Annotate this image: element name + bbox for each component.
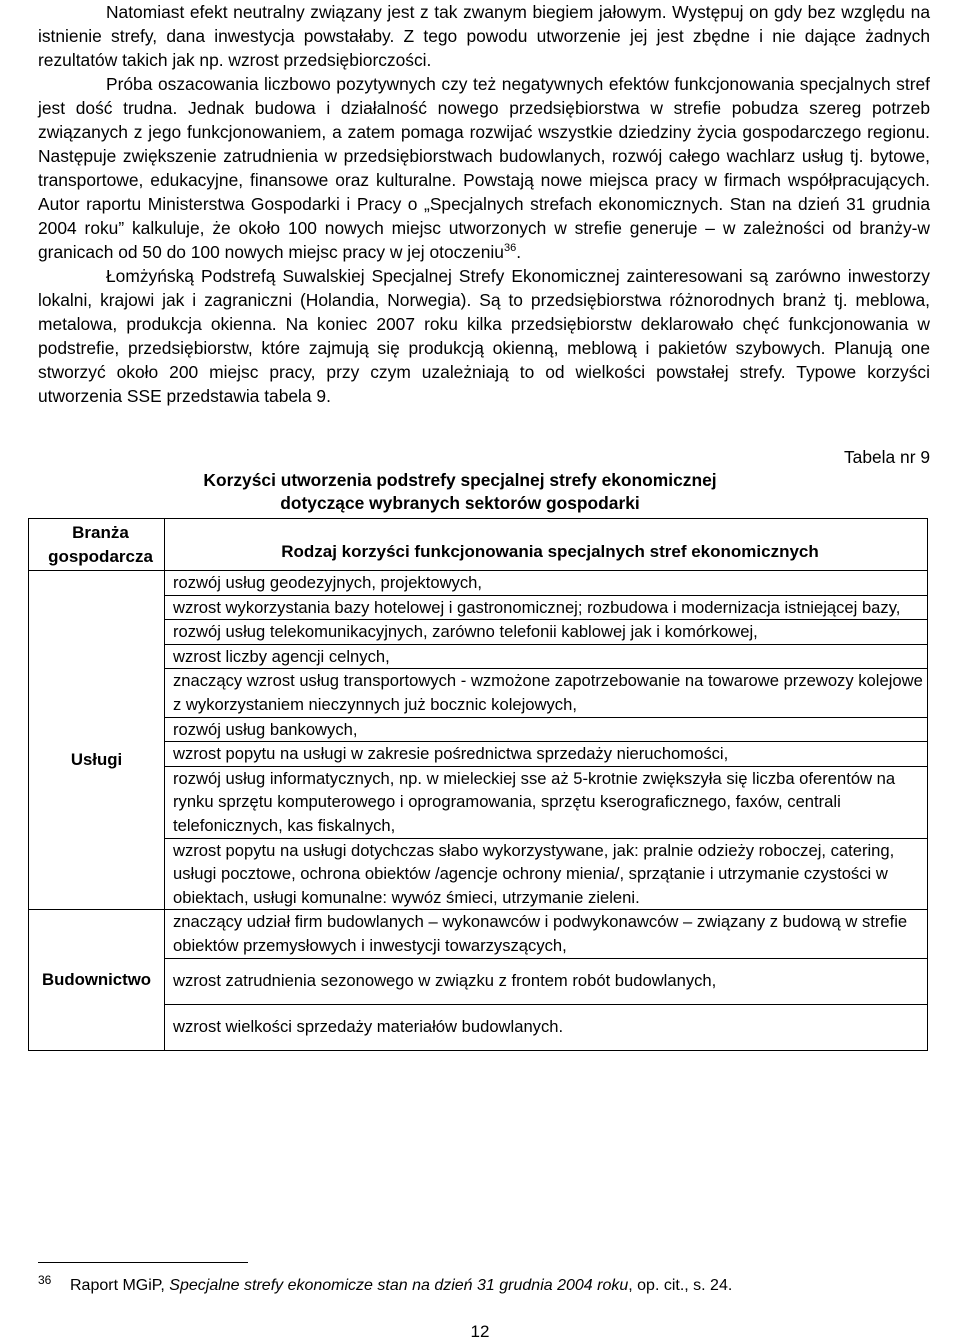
table-header-row [29, 519, 928, 571]
header-branch: Branża gospodarcza [29, 519, 165, 571]
benefit-cell: wzrost liczby agencji celnych, [165, 644, 928, 669]
footnote-prefix: Raport MGiP, [70, 1277, 170, 1294]
benefit-cell: rozwój usług bankowych, [165, 717, 928, 742]
table-row [29, 910, 928, 958]
footnote-ref[interactable]: 36 [503, 242, 517, 255]
paragraph-2-text: Próba oszacowania liczbowo pozytywnych czy też negatywnych efektów funkcjonowania specjalnych stref jest dość trudna. Jednak budowa i działalność nowego przedsiębiorstwa w strefie pobudza szereg potrzeb związanych z jego funkcjonowaniem, a zatem pomaga rozwijać wszystkie dziedziny życia gospodarczego regionu. Następuje zwiększenie zatrudnienia w przedsiębiorstwach budowlanych, rozwój całego wachlarz usług tj. bytowe, transportowe, edukacyjne, finansowe oraz kulturalne. Powstają nowe miejsca pracy w firmach współpracujących. Autor raportu Ministerstwa Gospodarki i Pracy o „Specjalnych strefach ekonomicznych. Stan na dzień 31 grudnia 2004 roku” kalkuluje, że około 100 nowych miejsc utworzonych w strefie generuje – w zależności od branży-w granicach od 50 do 100 nowych miejsc pracy w jej otoczeniu [38, 74, 930, 262]
table-title-line-2: dotyczące wybranych sektorów gospodarki [280, 493, 640, 513]
benefit-cell: znaczący udział firm budowlanych – wykonawców i podwykonawców – związany z budową w strefie obiektów przemysłowych i inwestycji towarzyszących, [165, 910, 928, 958]
paragraph-1: Natomiast efekt neutralny związany jest z tak zwanym biegiem jałowym. Występuj on gdy bez względu na istnienie strefy, dana inwestycja powstałaby. Z tego powodu utworzenie jej jest zbędne i nie dające żadnych rezultatów takich jak np. wzrost przedsiębiorczości. [38, 2, 930, 70]
header-benefit: Rodzaj korzyści funkcjonowania specjalnych stref ekonomicznych [165, 519, 928, 571]
benefits-table [28, 518, 928, 1051]
benefit-cell: rozwój usług telekomunikacyjnych, zarówno telefonii kablowej jak i komórkowej, [165, 620, 928, 645]
paragraph-2 [38, 72, 930, 264]
benefit-cell: wzrost wielkości sprzedaży materiałów budowlanych. [165, 1004, 928, 1050]
table-title [160, 469, 760, 515]
benefit-cell: wzrost popytu na usługi dotychczas słabo wykorzystywane, jak: pralnie odzieży roboczej, catering, usługi pocztowe, ochrona obiektów /agencje ochrony mienia/, sprzątanie i utrzymanie czystości w obiektach, usługi komunalne: wywóz śmieci, utrzymanie zieleni. [165, 838, 928, 910]
footnote-text [70, 1275, 732, 1297]
benefit-cell: rozwój usług geodezyjnych, projektowych, [165, 571, 928, 596]
footnote-divider [38, 1262, 248, 1263]
benefit-cell: wzrost wykorzystania bazy hotelowej i gastronomicznej; rozbudowa i modernizacja istniejącej bazy, [165, 595, 928, 620]
body-text [38, 0, 930, 408]
table-row [29, 571, 928, 596]
benefit-cell: wzrost popytu na usługi w zakresie pośrednictwa sprzedaży nieruchomości, [165, 742, 928, 767]
paragraph-3: Łomżyńską Podstrefą Suwalskiej Specjalnej Strefy Ekonomicznej zainteresowani są zarówno inwestorzy lokalni, krajowi jak i zagraniczni (Holandia, Norwegia). Są to przedsiębiorstwa różnorodnych branż tj. meblowa, metalowa, produkcja okienna. Na koniec 2007 roku kilka przedsiębiorstw deklarowało chęć funkcjonowania w podstrefie, przedsiębiorstw, które zajmują się produkcją okienną, meblową i pakietów szybowych. Planują one stworzyć około 200 miejsc pracy, przy czym uzależniają to od wielkości powstałej strefy. Typowe korzyści utworzenia SSE przedstawia tabela 9. [38, 266, 930, 406]
footnote-number: 36 [38, 1273, 52, 1287]
branch-uslugi: Usługi [29, 571, 165, 910]
benefit-cell: wzrost zatrudnienia sezonowego w związku z frontem robót budowlanych, [165, 958, 928, 1004]
footnote-suffix: , op. cit., s. 24. [628, 1277, 733, 1294]
paragraph-2-end: . [516, 242, 522, 262]
table-label: Tabela nr 9 [843, 447, 930, 467]
branch-budownictwo: Budownictwo [29, 910, 165, 1050]
benefit-cell: rozwój usług informatycznych, np. w mieleckiej sse aż 5-krotnie zwiększyła się liczba oferentów na rynku sprzętu komputerowego i oprogramowania, sprzętu kserograficznego, faxów, centrali telefonicznych, kas fiskalnych, [165, 766, 928, 838]
table-title-line-1: Korzyści utworzenia podstrefy specjalnej strefy ekonomicznej [203, 470, 717, 490]
footnote-italic-title: Specjalne strefy ekonomicze stan na dzień 31 grudnia 2004 roku [169, 1277, 629, 1294]
benefit-cell: znaczący wzrost usług transportowych - wzmożone zapotrzebowanie na towarowe przewozy kolejowe z wykorzystaniem nieczynnych już bocznic kolejowych, [165, 669, 928, 717]
page-number: 12 [470, 1322, 490, 1341]
